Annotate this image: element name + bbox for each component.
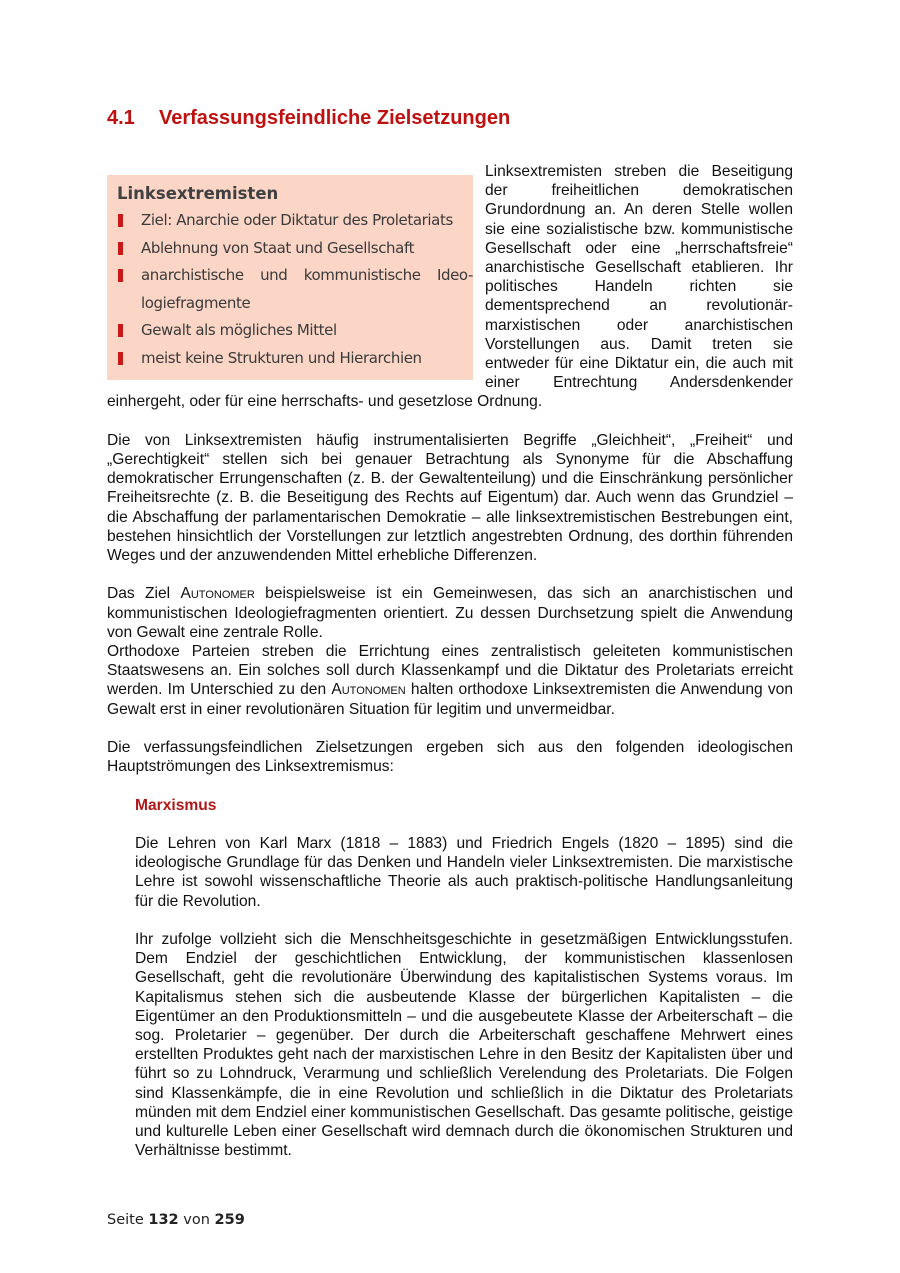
paragraph-hauptstroemungen: Die verfassungsfeindlichen Zielsetzungen ergeben sich aus den folgenden ideologischen Hauptströmungen des Linksextremismus:: [107, 739, 793, 776]
info-box: [107, 175, 473, 380]
paragraph-intro: Linksextremisten streben die Beseitigung der freiheitlichen demokratischen Grundordnung an. An deren Stelle wollen sie eine sozialistische bzw. kommunistische Gesellschaft oder eine „herrschaftsfreie“ anarchistische Gesellschaft etablieren. Ihr politisches Handeln richten sie dementsprechend an revolutionär-marxistischen oder anarchistischen Vorstellungen aus. Damit treten sie entweder für eine Diktatur ein, die auch mit einer Entrechtung Andersdenkender einhergeht, oder für eine herrschafts- und gesetzlose Ordnung.: [107, 163, 793, 411]
footer-label: Seite: [107, 1212, 144, 1228]
current-page-number: 132: [148, 1212, 179, 1228]
info-box-item-text: Gewalt als mögliches Mittel: [141, 321, 337, 340]
body-text: [107, 162, 793, 1180]
section-heading: [107, 107, 510, 130]
marxismus-paragraph-2: Ihr zufolge vollzieht sich die Menschheitsgeschichte in gesetzmäßigen Entwicklungsstufen. Dem Endziel der geschichtlichen Entwicklung, der kommunistischen klassenlosen Gesellschaft, geht die revolutionäre Überwindung des kapitalistischen Systems voraus. Im Kapitalismus stehen sich die ausbeutende Klasse der bürgerlichen Kapitalisten – die Eigentümer an den Produktionsmitteln – und die ausgebeutete Klasse der Arbeiterschaft – die sog. Proletarier – gegenüber. Der durch die Arbeiterschaft geschaffene Mehrwert eines erstellten Produktes geht nach der marxistischen Lehre in den Besitz der Kapitalisten über und führt so zu Lohndruck, Verarmung und schließlich Verelendung des Proletariats. Die Folgen sind Klassenkämpfe, die in eine Revolution und schließlich in die Diktatur des Proletariats münden mit dem Endziel einer kommunistischen Gesellschaft. Das gesamte politische, geistige und kulturelle Leben einer Gesellschaft wird demnach durch die ökonomischen Strukturen und Verhältnisse bestimmt.: [135, 931, 793, 1160]
info-box-item: [117, 207, 473, 235]
section-title: Verfassungsfeindliche Zielsetzungen: [159, 107, 511, 129]
info-box-item: [117, 317, 473, 345]
paragraph-autonome: [107, 584, 793, 642]
text-run: beispielsweise ist ein Gemeinwesen, das sich an anarchistischen und kommunistischen Ideologiefragmenten orientiert. Zu dessen Durchsetzung spielt die Anwendung von Gewalt eine zentrale Rolle.: [107, 585, 793, 641]
info-box-item: [117, 262, 473, 317]
text-run: Orthodoxe Parteien streben die Errichtung eines zentralistisch geleiteten kommunistischen Staatswesens an. Ein solches soll durch Klassenkampf und die Diktatur des Proletariats erreicht werden. Im Unterschied zu den: [107, 643, 793, 699]
bullet-icon: [118, 324, 123, 337]
page-footer: [107, 1212, 245, 1228]
info-box-item-text: Ziel: Anarchie oder Diktatur des Proletariats: [141, 211, 453, 230]
marxismus-paragraph-1: Die Lehren von Karl Marx (1818 – 1883) und Friedrich Engels (1820 – 1895) sind die ideologische Grundlage für das Denken und Handeln vieler Linksextremisten. Die marxistische Lehre ist sowohl wissenschaftliche Theorie als auch praktisch-politische Handlungsanleitung für die Revolution.: [135, 835, 793, 910]
term-autonomen: Autonomen: [331, 681, 406, 699]
info-box-item: [117, 235, 473, 263]
info-box-item-text: Ablehnung von Staat und Gesellschaft: [141, 238, 415, 257]
info-box-item-text: meist keine Strukturen und Hierarchien: [141, 348, 422, 367]
bullet-icon: [118, 242, 123, 255]
term-autonomer: Autonomer: [180, 585, 255, 603]
bullet-icon: [118, 269, 123, 282]
marxismus-heading: Marxismus: [135, 796, 217, 814]
section-number: 4.1: [107, 107, 135, 129]
info-box-item-text: anarchistische und kommunistische Ideo-logiefragmente: [141, 266, 473, 312]
text-run: halten orthodoxe Linksextremisten die Anwendung von Gewalt erst in einer revolutionären Situation für legitim und unvermeidbar.: [107, 681, 793, 718]
info-box-item: [117, 345, 473, 373]
text-run: Das Ziel: [107, 585, 181, 603]
info-box-title: Linksextremisten: [117, 184, 279, 203]
bullet-icon: [118, 214, 123, 227]
info-box-list: [117, 207, 473, 372]
footer-of: von: [183, 1212, 210, 1228]
marxismus-section: [135, 796, 793, 1161]
bullet-icon: [118, 352, 123, 365]
paragraph-terms: Die von Linksextremisten häufig instrumentalisierten Begriffe „Gleichheit“, „Freiheit“ und „Gerechtigkeit“ stellen sich bei genauer Betrachtung als Synonyme für die Abschaffung demokratischer Errungenschaften (z. B. der Gewaltenteilung) und die Einschränkung persönlicher Freiheitsrechte (z. B. die Beseitigung des Rechts auf Eigentum) dar. Auch wenn das Grundziel – die Abschaffung der parlamentarischen Demokratie – alle linksextremistischen Bestrebungen eint, bestehen hinsichtlich der Vorstellungen zur letztlich angestrebten Ordnung, des dorthin führenden Weges und der anzuwendenden Mittel erhebliche Differenzen.: [107, 431, 793, 565]
paragraph-orthodox: [107, 642, 793, 719]
total-page-count: 259: [214, 1212, 245, 1228]
